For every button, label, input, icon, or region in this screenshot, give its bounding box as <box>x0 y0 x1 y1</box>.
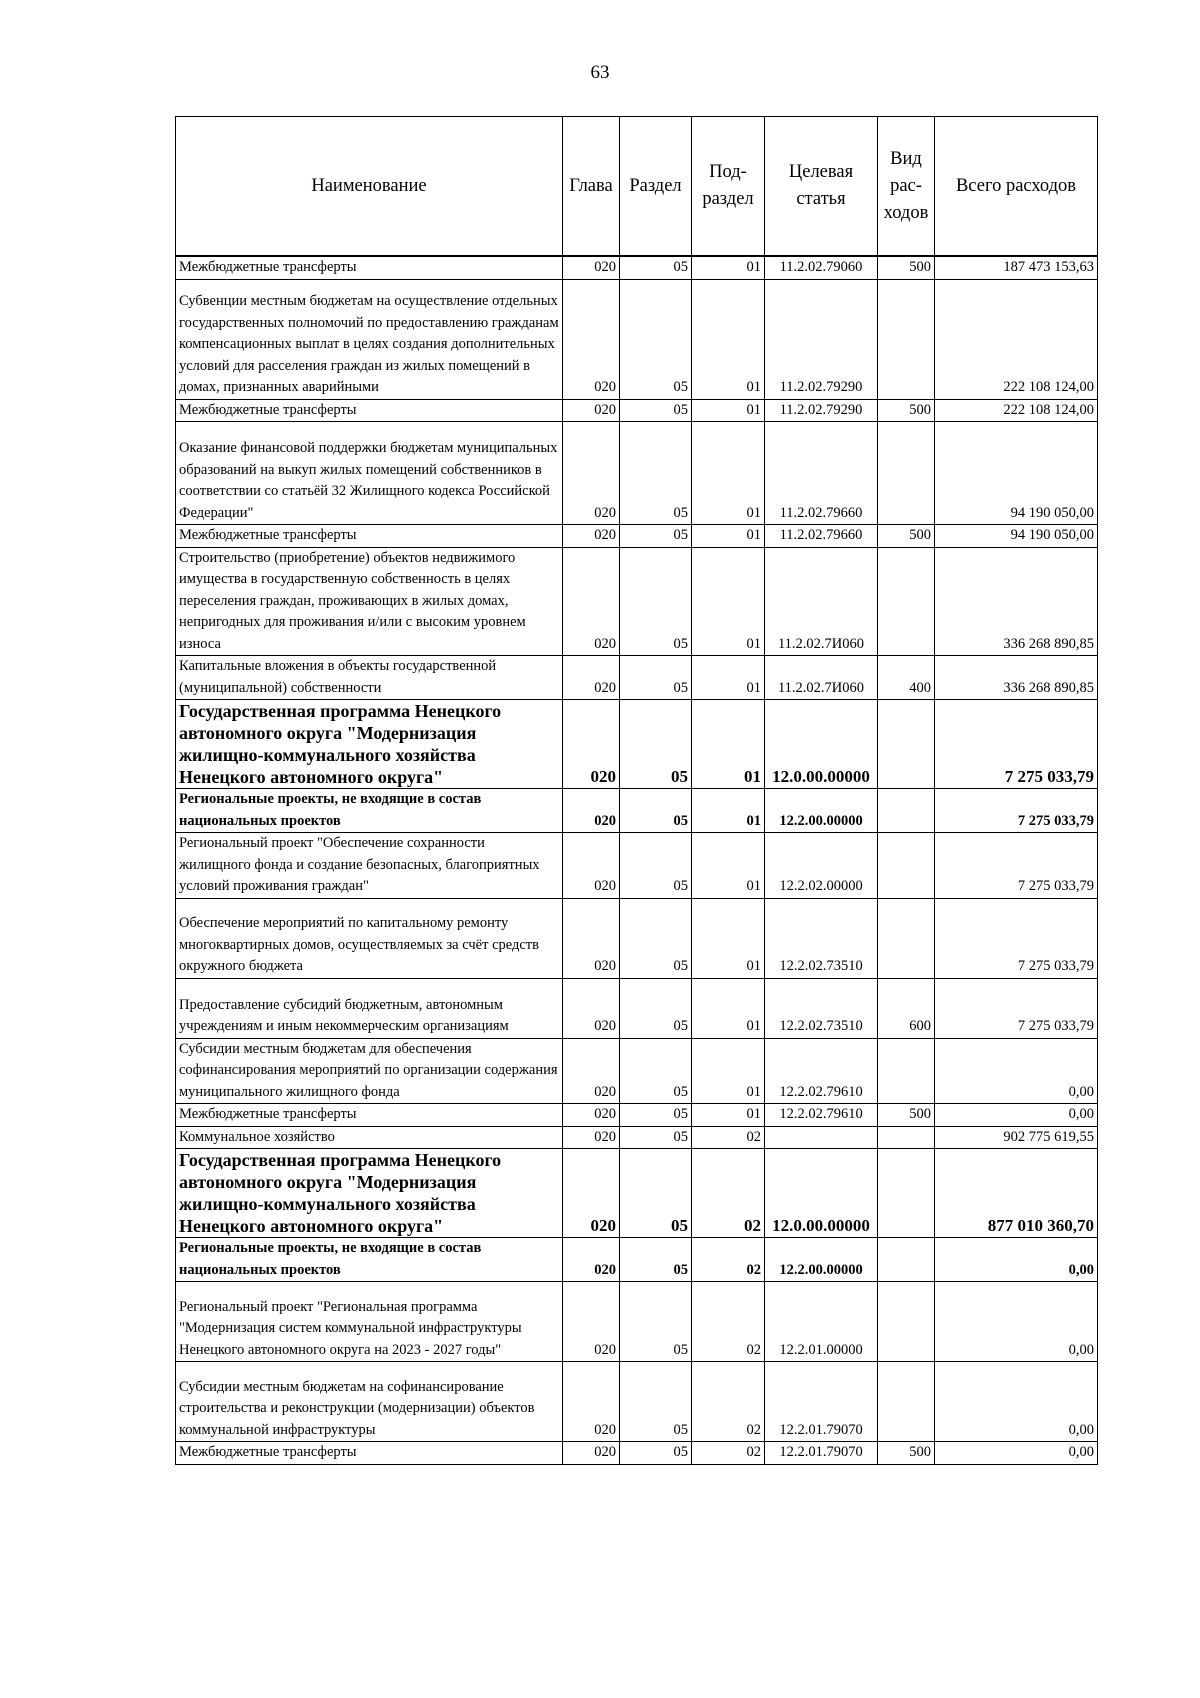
cell-name: Оказание финансовой поддержки бюджетам муниципальных образований на выкуп жилых помещений собственников в соответствии со статьёй 32 Жилищного кодекса Российской Федерации" <box>176 422 563 525</box>
cell-name: Государственная программа Ненецкого автономного округа "Модернизация жилищно-коммунального хозяйства Ненецкого автономного округа" <box>176 1149 563 1238</box>
table-row <box>176 789 1098 833</box>
cell-razdel: 05 <box>620 1238 692 1282</box>
cell-glava: 020 <box>563 1282 620 1362</box>
cell-statya: 12.2.00.00000 <box>765 1238 878 1282</box>
cell-statya: 11.2.02.7И060 <box>765 547 878 656</box>
cell-vid <box>878 789 935 833</box>
cell-name: Межбюджетные трансферты <box>176 1104 563 1127</box>
cell-statya: 12.2.01.79070 <box>765 1362 878 1442</box>
table-row <box>176 1362 1098 1442</box>
cell-podrazdel: 02 <box>692 1442 765 1465</box>
cell-vid <box>878 422 935 525</box>
cell-statya: 12.2.02.79610 <box>765 1104 878 1127</box>
cell-razdel: 05 <box>620 789 692 833</box>
cell-vid <box>878 1126 935 1149</box>
cell-glava: 020 <box>563 656 620 700</box>
cell-podrazdel: 01 <box>692 700 765 789</box>
cell-statya <box>765 1126 878 1149</box>
table-row <box>176 833 1098 899</box>
cell-glava: 020 <box>563 833 620 899</box>
cell-statya: 12.2.01.00000 <box>765 1282 878 1362</box>
table-row <box>176 1149 1098 1238</box>
cell-razdel: 05 <box>620 525 692 548</box>
cell-podrazdel: 01 <box>692 547 765 656</box>
cell-razdel: 05 <box>620 1104 692 1127</box>
cell-glava: 020 <box>563 1038 620 1104</box>
cell-razdel: 05 <box>620 1442 692 1465</box>
header-razdel: Раздел <box>620 117 692 257</box>
cell-name: Строительство (приобретение) объектов недвижимого имущества в государственную собственность в целях переселения граждан, проживающих в жилых домах, непригодных для проживания и/или с высоким уровнем износа <box>176 547 563 656</box>
cell-vid: 600 <box>878 978 935 1038</box>
cell-total: 94 190 050,00 <box>935 525 1098 548</box>
cell-glava: 020 <box>563 256 620 279</box>
cell-vid: 500 <box>878 1442 935 1465</box>
cell-glava: 020 <box>563 1362 620 1442</box>
cell-statya: 11.2.02.79290 <box>765 399 878 422</box>
cell-vid <box>878 547 935 656</box>
cell-total: 0,00 <box>935 1238 1098 1282</box>
cell-glava: 020 <box>563 1442 620 1465</box>
cell-statya: 12.2.00.00000 <box>765 789 878 833</box>
table-row <box>176 1442 1098 1465</box>
cell-podrazdel: 02 <box>692 1238 765 1282</box>
cell-name: Субсидии местным бюджетам на софинансирование строительства и реконструкции (модернизации) объектов коммунальной инфраструктуры <box>176 1362 563 1442</box>
cell-podrazdel: 02 <box>692 1282 765 1362</box>
cell-statya: 12.2.01.79070 <box>765 1442 878 1465</box>
cell-total: 94 190 050,00 <box>935 422 1098 525</box>
cell-podrazdel: 02 <box>692 1126 765 1149</box>
table-row <box>176 279 1098 399</box>
cell-vid <box>878 279 935 399</box>
cell-podrazdel: 02 <box>692 1362 765 1442</box>
cell-glava: 020 <box>563 525 620 548</box>
cell-name: Государственная программа Ненецкого автономного округа "Модернизация жилищно-коммунального хозяйства Ненецкого автономного округа" <box>176 700 563 789</box>
cell-total: 222 108 124,00 <box>935 279 1098 399</box>
cell-podrazdel: 01 <box>692 656 765 700</box>
table-row <box>176 1126 1098 1149</box>
cell-razdel: 05 <box>620 1282 692 1362</box>
cell-vid <box>878 1362 935 1442</box>
cell-statya: 11.2.02.79660 <box>765 422 878 525</box>
cell-name: Региональный проект "Обеспечение сохранности жилищного фонда и создание безопасных, благоприятных условий проживания граждан" <box>176 833 563 899</box>
cell-glava: 020 <box>563 1126 620 1149</box>
cell-name: Межбюджетные трансферты <box>176 1442 563 1465</box>
page-number: 63 <box>590 62 610 83</box>
cell-podrazdel: 01 <box>692 422 765 525</box>
cell-statya: 12.2.02.79610 <box>765 1038 878 1104</box>
cell-podrazdel: 01 <box>692 1038 765 1104</box>
cell-vid <box>878 1238 935 1282</box>
cell-name: Региональные проекты, не входящие в состав национальных проектов <box>176 1238 563 1282</box>
cell-podrazdel: 01 <box>692 978 765 1038</box>
cell-vid: 500 <box>878 525 935 548</box>
cell-statya: 12.2.02.73510 <box>765 898 878 978</box>
cell-glava: 020 <box>563 422 620 525</box>
cell-total: 336 268 890,85 <box>935 547 1098 656</box>
cell-glava: 020 <box>563 1238 620 1282</box>
cell-vid: 500 <box>878 256 935 279</box>
table-row <box>176 1238 1098 1282</box>
cell-razdel: 05 <box>620 978 692 1038</box>
cell-statya: 12.0.00.00000 <box>765 1149 878 1238</box>
cell-vid: 500 <box>878 1104 935 1127</box>
cell-glava: 020 <box>563 547 620 656</box>
cell-total: 0,00 <box>935 1038 1098 1104</box>
budget-table <box>175 116 1098 1465</box>
cell-total: 0,00 <box>935 1104 1098 1127</box>
cell-statya: 11.2.02.79660 <box>765 525 878 548</box>
cell-total: 187 473 153,63 <box>935 256 1098 279</box>
cell-statya: 12.0.00.00000 <box>765 700 878 789</box>
cell-podrazdel: 01 <box>692 399 765 422</box>
header-statya: Целевая статья <box>765 117 878 257</box>
cell-total: 7 275 033,79 <box>935 833 1098 899</box>
cell-glava: 020 <box>563 978 620 1038</box>
cell-podrazdel: 01 <box>692 789 765 833</box>
cell-name: Субсидии местным бюджетам для обеспечения софинансирования мероприятий по организации содержания муниципального жилищного фонда <box>176 1038 563 1104</box>
table-row <box>176 525 1098 548</box>
cell-glava: 020 <box>563 898 620 978</box>
cell-name: Обеспечение мероприятий по капитальному ремонту многоквартирных домов, осуществляемых за счёт средств окружного бюджета <box>176 898 563 978</box>
cell-razdel: 05 <box>620 833 692 899</box>
cell-statya: 11.2.02.79060 <box>765 256 878 279</box>
cell-glava: 020 <box>563 700 620 789</box>
cell-statya: 11.2.02.7И060 <box>765 656 878 700</box>
cell-total: 877 010 360,70 <box>935 1149 1098 1238</box>
table-body <box>176 256 1098 1464</box>
cell-razdel: 05 <box>620 279 692 399</box>
cell-name: Капитальные вложения в объекты государственной (муниципальной) собственности <box>176 656 563 700</box>
cell-total: 0,00 <box>935 1442 1098 1465</box>
cell-statya: 12.2.02.00000 <box>765 833 878 899</box>
cell-statya: 12.2.02.73510 <box>765 978 878 1038</box>
header-podrazdel: Под-раздел <box>692 117 765 257</box>
cell-total: 7 275 033,79 <box>935 978 1098 1038</box>
cell-total: 902 775 619,55 <box>935 1126 1098 1149</box>
cell-vid <box>878 700 935 789</box>
cell-name: Межбюджетные трансферты <box>176 399 563 422</box>
cell-vid <box>878 1038 935 1104</box>
cell-glava: 020 <box>563 279 620 399</box>
table-row <box>176 1282 1098 1362</box>
cell-razdel: 05 <box>620 700 692 789</box>
cell-name: Межбюджетные трансферты <box>176 256 563 279</box>
cell-total: 222 108 124,00 <box>935 399 1098 422</box>
cell-name: Коммунальное хозяйство <box>176 1126 563 1149</box>
cell-razdel: 05 <box>620 1149 692 1238</box>
cell-vid <box>878 1282 935 1362</box>
table-row <box>176 399 1098 422</box>
cell-name: Региональные проекты, не входящие в состав национальных проектов <box>176 789 563 833</box>
cell-glava: 020 <box>563 789 620 833</box>
cell-razdel: 05 <box>620 1126 692 1149</box>
cell-razdel: 05 <box>620 898 692 978</box>
header-vid: Вид рас-ходов <box>878 117 935 257</box>
cell-name: Региональный проект "Региональная программа "Модернизация систем коммунальной инфраструктуры Ненецкого автономного округа на 2023 - 2027 годы" <box>176 1282 563 1362</box>
cell-vid: 400 <box>878 656 935 700</box>
table-row <box>176 422 1098 525</box>
cell-total: 0,00 <box>935 1362 1098 1442</box>
cell-total: 7 275 033,79 <box>935 898 1098 978</box>
cell-glava: 020 <box>563 399 620 422</box>
cell-statya: 11.2.02.79290 <box>765 279 878 399</box>
cell-razdel: 05 <box>620 422 692 525</box>
cell-name: Предоставление субсидий бюджетным, автономным учреждениям и иным некоммерческим организациям <box>176 978 563 1038</box>
cell-razdel: 05 <box>620 1038 692 1104</box>
cell-vid: 500 <box>878 399 935 422</box>
table-header <box>176 117 1098 257</box>
cell-vid <box>878 833 935 899</box>
table-row <box>176 256 1098 279</box>
cell-podrazdel: 01 <box>692 833 765 899</box>
cell-razdel: 05 <box>620 656 692 700</box>
cell-total: 0,00 <box>935 1282 1098 1362</box>
cell-vid <box>878 898 935 978</box>
cell-podrazdel: 01 <box>692 525 765 548</box>
cell-razdel: 05 <box>620 399 692 422</box>
table-row <box>176 700 1098 789</box>
cell-name: Межбюджетные трансферты <box>176 525 563 548</box>
cell-podrazdel: 02 <box>692 1149 765 1238</box>
header-name: Наименование <box>176 117 563 257</box>
table-row <box>176 547 1098 656</box>
cell-vid <box>878 1149 935 1238</box>
cell-total: 7 275 033,79 <box>935 789 1098 833</box>
cell-razdel: 05 <box>620 1362 692 1442</box>
cell-glava: 020 <box>563 1104 620 1127</box>
cell-total: 336 268 890,85 <box>935 656 1098 700</box>
cell-glava: 020 <box>563 1149 620 1238</box>
cell-podrazdel: 01 <box>692 256 765 279</box>
table-row <box>176 898 1098 978</box>
table-row <box>176 656 1098 700</box>
table-row <box>176 978 1098 1038</box>
cell-podrazdel: 01 <box>692 279 765 399</box>
cell-name: Субвенции местным бюджетам на осуществление отдельных государственных полномочий по предоставлению гражданам компенсационных выплат в целях создания дополнительных условий для расселения граждан из жилых помещений в домах, признанных аварийными <box>176 279 563 399</box>
cell-razdel: 05 <box>620 547 692 656</box>
cell-podrazdel: 01 <box>692 898 765 978</box>
header-total: Всего расходов <box>935 117 1098 257</box>
table-row <box>176 1104 1098 1127</box>
table-row <box>176 1038 1098 1104</box>
cell-razdel: 05 <box>620 256 692 279</box>
header-glava: Глава <box>563 117 620 257</box>
cell-total: 7 275 033,79 <box>935 700 1098 789</box>
cell-podrazdel: 01 <box>692 1104 765 1127</box>
